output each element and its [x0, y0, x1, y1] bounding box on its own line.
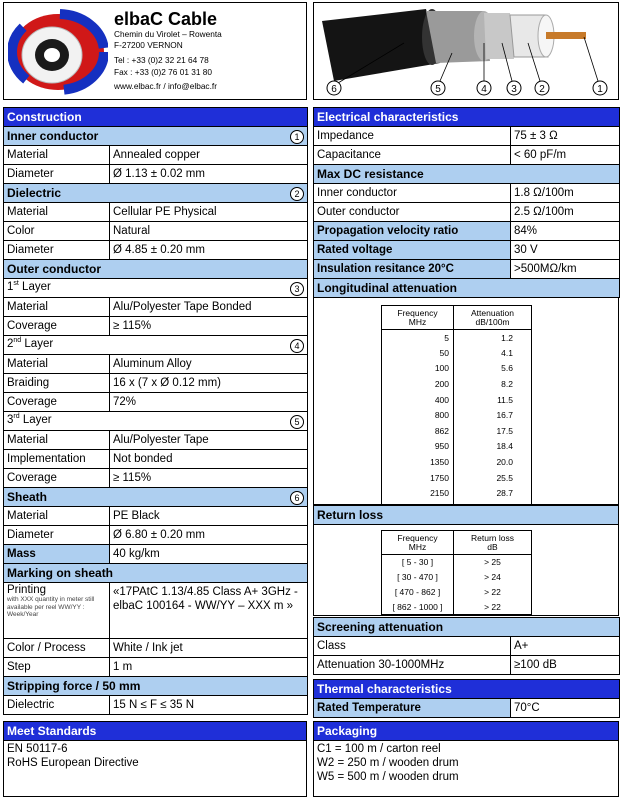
row-label: Braiding: [4, 374, 110, 393]
layer-1-title: 3 1st Layer: [4, 279, 308, 298]
printing-note: with XXX quantity in meter still available per reel WW/YY : Week/Year: [7, 596, 95, 618]
att-value: 25.5: [454, 470, 532, 486]
row-value: A+: [511, 637, 620, 656]
return-loss-header-table: [313, 505, 619, 525]
row-label: Coverage: [4, 469, 110, 488]
dc-resistance-title: Max DC resistance: [314, 165, 620, 184]
screening-title: Screening attenuation: [314, 618, 620, 637]
standard-item: EN 50117-6: [7, 743, 68, 755]
printing-label-cell: [4, 583, 110, 639]
rl-freq-header: Frequency MHz: [382, 531, 454, 555]
rl-freq: [ 30 - 470 ]: [382, 570, 454, 585]
row-value: 1 m: [110, 658, 308, 677]
attenuation-title: Longitudinal attenuation: [314, 279, 620, 298]
row-label: Diameter: [4, 241, 110, 260]
row-label: Material: [4, 203, 110, 222]
rl-freq: [ 5 - 30 ]: [382, 555, 454, 570]
electrical-table: [313, 107, 620, 298]
electrical-title: Electrical characteristics: [314, 108, 620, 127]
att-value: 18.4: [454, 439, 532, 455]
rl-value: > 22: [454, 600, 532, 615]
coax-cable-diagram: [314, 3, 618, 99]
screening-table: [313, 617, 620, 675]
sheath-title: 6 Sheath: [4, 488, 308, 507]
row-label: Implementation: [4, 450, 110, 469]
layer-3-title: 5 3rd Layer: [4, 412, 308, 431]
marking-title: Marking on sheath: [4, 564, 308, 583]
att-freq: 100: [382, 361, 454, 377]
packaging-title: Packaging: [314, 722, 619, 741]
row-value: Ø 4.85 ± 0.20 mm: [110, 241, 308, 260]
address-line: Chemin du Virolet – Rowenta: [114, 29, 222, 39]
row-label: Dielectric: [4, 696, 110, 715]
cable-illustration: [313, 2, 619, 100]
rl-header: Return loss dB: [454, 531, 532, 555]
att-freq: 50: [382, 345, 454, 361]
construction-title: Construction: [4, 108, 308, 127]
row-value: ≥ 115%: [110, 317, 308, 336]
att-value: 20.0: [454, 454, 532, 470]
row-label: Outer conductor: [314, 203, 511, 222]
stripping-title: Stripping force / 50 mm: [4, 677, 308, 696]
callout-5: 5: [435, 84, 441, 95]
standard-item: RoHS European Directive: [7, 757, 139, 769]
att-freq: 400: [382, 392, 454, 408]
printing-label: Printing: [7, 584, 46, 596]
att-freq: 1350: [382, 454, 454, 470]
return-loss-table: [381, 530, 532, 615]
row-value: 2.5 Ω/100m: [511, 203, 620, 222]
rl-value: > 22: [454, 585, 532, 600]
attenuation-table: [381, 305, 532, 517]
thermal-table: [313, 679, 620, 718]
row-label: Coverage: [4, 317, 110, 336]
row-label: Material: [4, 146, 110, 165]
row-label: Coverage: [4, 393, 110, 412]
callout-3: 3: [511, 84, 517, 95]
rl-value: > 24: [454, 570, 532, 585]
row-value: Natural: [110, 222, 308, 241]
row-label: Class: [314, 637, 511, 656]
row-label: Rated voltage: [314, 241, 511, 260]
row-label: Propagation velocity ratio: [314, 222, 511, 241]
mass-value: 40 kg/km: [110, 545, 308, 564]
row-label: Step: [4, 658, 110, 677]
callout-6: 6: [331, 84, 337, 95]
row-label: Material: [4, 507, 110, 526]
row-value: Aluminum Alloy: [110, 355, 308, 374]
row-value: Ø 1.13 ± 0.02 mm: [110, 165, 308, 184]
row-value: 30 V: [511, 241, 620, 260]
row-value: >500MΩ/km: [511, 260, 620, 279]
row-value: < 60 pF/m: [511, 146, 620, 165]
row-label: Insulation resitance 20°C: [314, 260, 511, 279]
row-value: 72%: [110, 393, 308, 412]
callout-2: 2: [539, 84, 545, 95]
construction-table: [3, 107, 308, 715]
row-value: Not bonded: [110, 450, 308, 469]
att-value: 5.6: [454, 361, 532, 377]
inner-conductor-title: 1 Inner conductor: [4, 127, 308, 146]
thermal-title: Thermal characteristics: [314, 680, 620, 699]
row-value: 16 x (7 x Ø 0.12 mm): [110, 374, 308, 393]
standards-table: [3, 721, 307, 797]
freq-header: Frequency MHz: [382, 306, 454, 330]
row-value: 1.8 Ω/100m: [511, 184, 620, 203]
standards-title: Meet Standards: [4, 722, 307, 741]
row-label: Capacitance: [314, 146, 511, 165]
outer-conductor-title: Outer conductor: [4, 260, 308, 279]
packaging-item: C1 = 100 m / carton reel: [317, 743, 441, 755]
layer-2-title: 4 2nd Layer: [4, 336, 308, 355]
att-freq: 5: [382, 330, 454, 346]
att-freq: 800: [382, 407, 454, 423]
att-value: 16.7: [454, 407, 532, 423]
att-value: 11.5: [454, 392, 532, 408]
row-label: Attenuation 30-1000MHz: [314, 656, 511, 675]
row-value: 15 N ≤ F ≤ 35 N: [110, 696, 308, 715]
rl-value: > 25: [454, 555, 532, 570]
row-label: Material: [4, 298, 110, 317]
mass-label: Mass: [4, 545, 110, 564]
row-value: 75 ± 3 Ω: [511, 127, 620, 146]
packaging-item: W5 = 500 m / wooden drum: [317, 771, 459, 783]
standards-list: [4, 741, 307, 797]
att-value: 28.7: [454, 485, 532, 501]
row-label: Material: [4, 431, 110, 450]
row-label: Inner conductor: [314, 184, 511, 203]
address-line: F-27200 VERNON: [114, 40, 183, 51]
row-value: 70°C: [511, 699, 620, 718]
fax: Fax : +33 (0)2 76 01 31 80: [114, 66, 213, 77]
att-freq: 2150: [382, 485, 454, 501]
att-value: 1.2: [454, 330, 532, 346]
return-loss-title: Return loss: [314, 506, 619, 525]
packaging-item: W2 = 250 m / wooden drum: [317, 757, 459, 769]
company-name: elbaC Cable: [114, 9, 218, 29]
row-value: ≥100 dB: [511, 656, 620, 675]
row-label: Material: [4, 355, 110, 374]
rl-freq: [ 862 - 1000 ]: [382, 600, 454, 615]
website-email: www.elbac.fr / info@elbac.fr: [114, 80, 217, 91]
cable-reel-logo: [8, 9, 108, 95]
att-value: 17.5: [454, 423, 532, 439]
rl-freq: [ 470 - 862 ]: [382, 585, 454, 600]
phone: Tel : +33 (0)2 32 21 64 78: [114, 55, 209, 66]
row-value: 84%: [511, 222, 620, 241]
att-freq: 1750: [382, 470, 454, 486]
row-value: Alu/Polyester Tape Bonded: [110, 298, 308, 317]
att-header: Attenuation dB/100m: [454, 306, 532, 330]
callout-1: 1: [597, 84, 603, 95]
callout-4: 4: [481, 84, 487, 95]
row-label: Rated Temperature: [314, 699, 511, 718]
row-value: ≥ 115%: [110, 469, 308, 488]
row-label: Color / Process: [4, 639, 110, 658]
row-value: White / Ink jet: [110, 639, 308, 658]
att-value: 4.1: [454, 345, 532, 361]
att-value: 8.2: [454, 376, 532, 392]
att-freq: 862: [382, 423, 454, 439]
row-label: Diameter: [4, 165, 110, 184]
dielectric-title: 2 Dielectric: [4, 184, 308, 203]
row-value: Cellular PE Physical: [110, 203, 308, 222]
packaging-table: [313, 721, 619, 797]
row-label: Impedance: [314, 127, 511, 146]
row-label: Diameter: [4, 526, 110, 545]
row-value: Ø 6.80 ± 0.20 mm: [110, 526, 308, 545]
row-label: Color: [4, 222, 110, 241]
row-value: PE Black: [110, 507, 308, 526]
att-freq: 200: [382, 376, 454, 392]
packaging-list: [314, 741, 619, 797]
row-value: Alu/Polyester Tape: [110, 431, 308, 450]
company-header: [3, 2, 307, 100]
att-freq: 950: [382, 439, 454, 455]
row-value: Annealed copper: [110, 146, 308, 165]
printing-value: «17PAtC 1.13/4.85 Class A+ 3GHz - elbaC 100164 - WW/YY – XXX m »: [110, 583, 308, 639]
